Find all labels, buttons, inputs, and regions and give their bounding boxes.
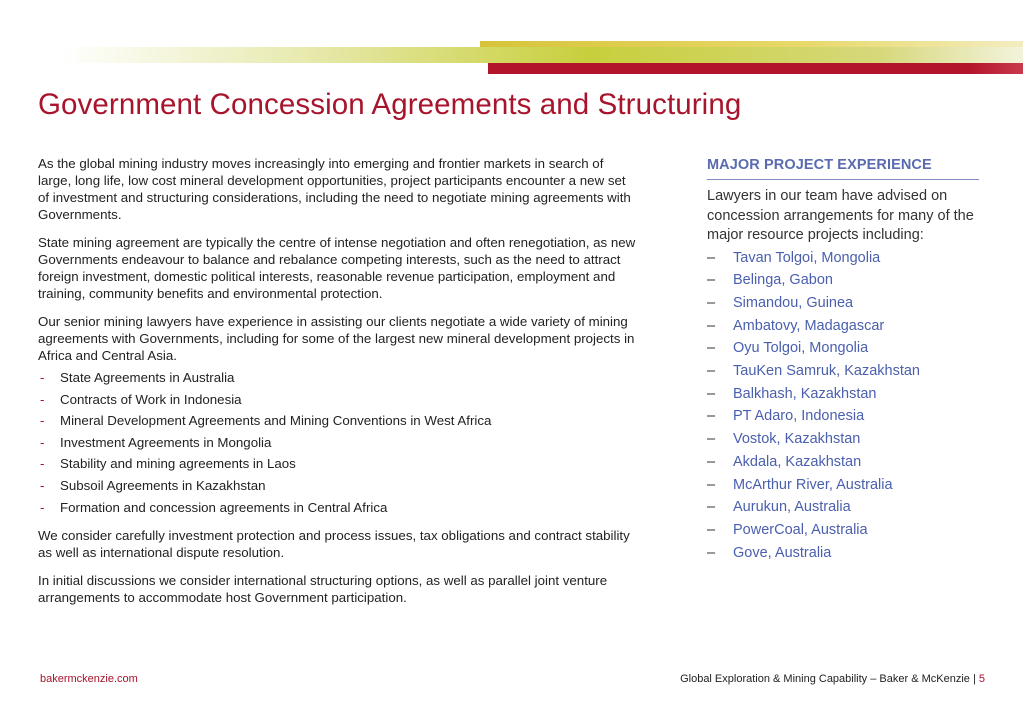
body-text-column — [38, 155, 638, 617]
list-item: - Formation and concession agreements in Central Africa — [40, 499, 388, 515]
bullet-dash: - — [40, 413, 45, 429]
project-list — [707, 247, 979, 565]
list-item: - Stability and mining agreements in Laos — [40, 456, 296, 472]
bullet-dash: - — [40, 391, 45, 407]
list-item: - Investment Agreements in Mongolia — [40, 434, 272, 450]
decorative-band-red — [488, 63, 1023, 74]
paragraph-experience: Our senior mining lawyers have experience in assisting our clients negotiate a wide variety of mining agreements with Governments, including for some of the largest new mineral development projects in Africa and Central Asia. — [38, 314, 635, 363]
footer-caption — [680, 673, 985, 685]
bullet-dash: - — [40, 477, 45, 493]
list-item: - State Agreements in Australia — [40, 370, 235, 385]
project-item: – Vostok, Kazakhstan — [707, 431, 861, 448]
bullet-dash: - — [40, 499, 45, 515]
paragraph-intro: As the global mining industry moves increasingly into emerging and frontier markets in search of large, long life, low cost mineral development opportunities, project participants encounter a new set of investment and structuring considerations, including the need to negotiate mining agreements with Governments. — [38, 156, 631, 222]
list-item: - Contracts of Work in Indonesia — [40, 391, 242, 407]
page-title: Government Concession Agreements and Structuring — [38, 88, 742, 121]
project-item: – McArthur River, Australia — [707, 476, 893, 493]
bullet-dash: - — [40, 434, 45, 450]
project-item: – Ambatovy, Madagascar — [707, 317, 885, 334]
paragraph-structuring: In initial discussions we consider international structuring options, as well as parallel joint venture arrangements to accommodate host Government participation. — [38, 572, 608, 605]
project-item: – PowerCoal, Australia — [707, 521, 868, 538]
page-number: 5 — [978, 673, 985, 685]
decorative-band-green — [60, 47, 1023, 63]
bullet-dash: - — [40, 456, 45, 472]
project-item: – Akdala, Kazakhstan — [707, 453, 862, 470]
footer-caption-text: Global Exploration & Mining Capability – Baker & McKenzie | — [680, 673, 976, 685]
project-item: – Simandou, Guinea — [707, 294, 854, 311]
project-item: – Balkhash, Kazakhstan — [707, 385, 877, 402]
footer-website-link[interactable]: bakermckenzie.com — [40, 673, 138, 685]
project-item: – Aurukun, Australia — [707, 499, 851, 516]
bullet-dash: - — [40, 370, 45, 385]
panel-heading: MAJOR PROJECT EXPERIENCE — [707, 157, 979, 180]
project-item: – Oyu Tolgoi, Mongolia — [707, 340, 869, 357]
list-item: - Subsoil Agreements in Kazakhstan — [40, 477, 266, 493]
project-experience-panel — [707, 157, 979, 564]
project-item: – TauKen Samruk, Kazakhstan — [707, 363, 920, 380]
panel-intro: Lawyers in our team have advised on concession arrangements for many of the major resource projects including: — [707, 188, 974, 243]
paragraph-state-agreements: State mining agreement are typically the centre of intense negotiation and often renegotiation, as new Governments endeavour to balance and rebalance competing interests, such as the need to attract foreign investment, domestic political interests, reasonable revenue participation, employment and training, community benefits and environmental protection. — [38, 235, 636, 301]
project-item: – Belinga, Gabon — [707, 272, 833, 289]
list-item: - Mineral Development Agreements and Mining Conventions in West Africa — [40, 413, 492, 429]
project-item: – PT Adaro, Indonesia — [707, 408, 865, 425]
project-item: – Gove, Australia — [707, 544, 832, 561]
agreement-list — [38, 369, 638, 516]
paragraph-protection: We consider carefully investment protection and process issues, tax obligations and contract stability as well as international dispute resolution. — [38, 527, 630, 560]
project-item: – Tavan Tolgoi, Mongolia — [707, 249, 881, 266]
